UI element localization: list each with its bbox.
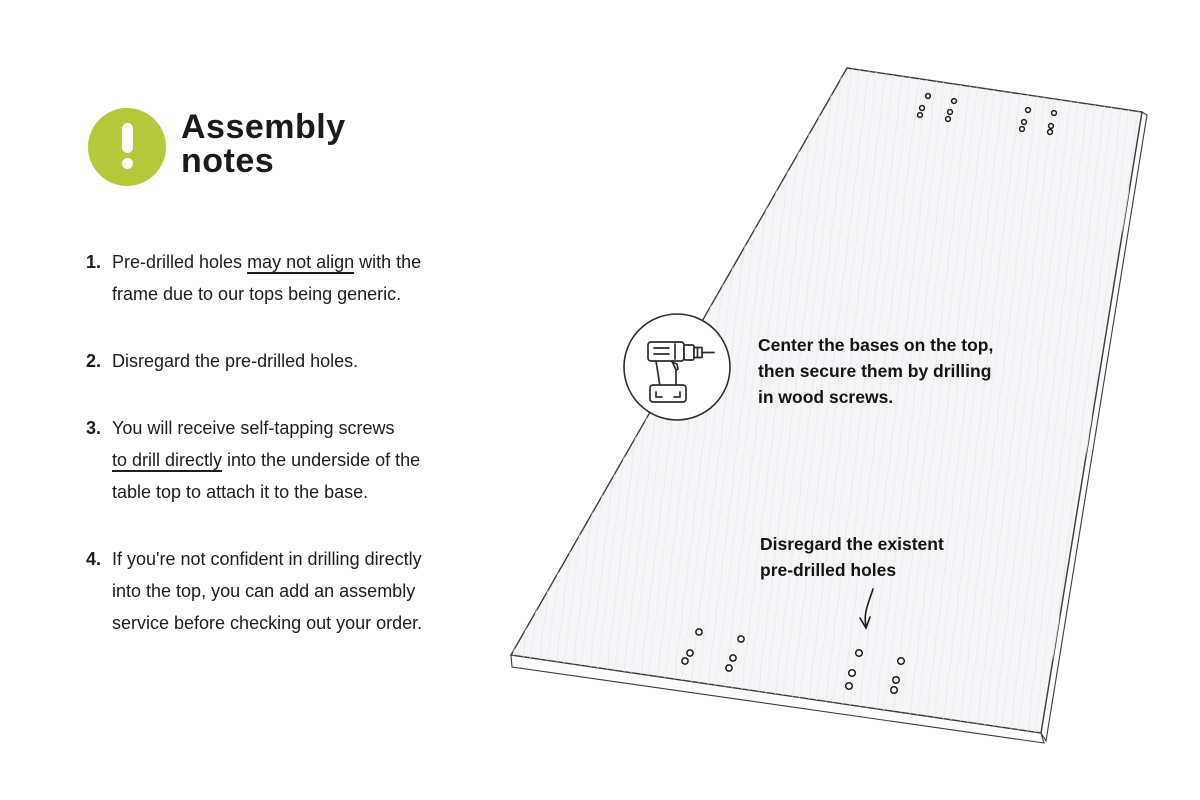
page-title-line2: notes [181, 142, 275, 180]
note-number: 4. [86, 549, 102, 569]
note-text: Pre-drilled holes may not align with the frame due to our tops being generic. [112, 252, 422, 304]
drill-callout-line: Center the bases on the top, [758, 335, 994, 355]
note-number: 3. [86, 418, 102, 438]
pre-drilled-hole [918, 113, 923, 118]
pre-drilled-hole [856, 650, 863, 657]
pre-drilled-hole [1020, 127, 1025, 132]
note-number: 1. [86, 252, 102, 272]
pre-drilled-hole [687, 650, 693, 656]
pre-drilled-hole [1049, 124, 1054, 129]
pre-drilled-hole [1022, 120, 1027, 125]
pre-drilled-hole [1052, 111, 1057, 116]
pre-drilled-hole [898, 658, 905, 665]
pre-drilled-hole [952, 99, 957, 104]
pre-drilled-hole [726, 665, 732, 671]
drill-callout [758, 332, 993, 410]
pre-drilled-hole [948, 110, 953, 115]
pre-drilled-hole [891, 687, 898, 694]
pre-drilled-hole [682, 658, 688, 664]
drill-callout-line: then secure them by drilling [758, 361, 992, 381]
pre-drilled-hole [920, 106, 925, 111]
page-title-line1: Assembly [181, 108, 346, 146]
pre-drilled-hole [926, 94, 931, 99]
drill-badge [624, 314, 730, 420]
pre-drilled-hole [846, 683, 853, 690]
pre-drilled-hole [696, 629, 702, 635]
note-number: 2. [86, 351, 102, 371]
holes-callout-line: pre-drilled holes [760, 560, 897, 580]
pre-drilled-hole [1026, 108, 1031, 113]
drill-callout-line: in wood screws. [758, 387, 894, 407]
pre-drilled-hole [1048, 130, 1053, 135]
pre-drilled-hole [730, 655, 736, 661]
note-text: Disregard the pre-drilled holes. [112, 351, 359, 371]
holes-callout [760, 531, 944, 583]
note-text: If you're not confident in drilling directly into the top, you can add an assembly service before checking out your order. [112, 549, 423, 633]
holes-callout-line: Disregard the existent [760, 534, 944, 554]
note-text: You will receive self-tapping screws to drill directly into the underside of the table top to attach it to the base. [112, 418, 421, 502]
pre-drilled-hole [849, 670, 856, 677]
pre-drilled-hole [893, 677, 900, 684]
pre-drilled-hole [946, 117, 951, 122]
pre-drilled-hole [738, 636, 744, 642]
